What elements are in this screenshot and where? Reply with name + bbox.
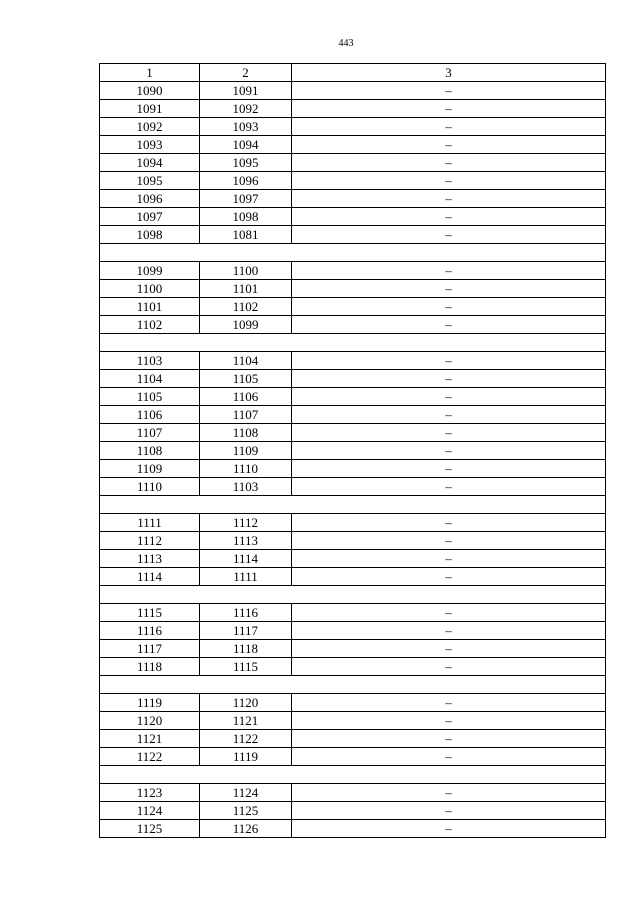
table-cell-col1: 1096 [100,190,200,208]
table-row [100,730,606,748]
table-cell-col3: – [292,388,606,406]
table-row [100,190,606,208]
table-cell-col3: – [292,172,606,190]
table-cell-col3: – [292,514,606,532]
table-cell-col3: – [292,460,606,478]
table-cell-col2: 1104 [200,352,292,370]
table-cell-col2: 1103 [200,478,292,496]
table-cell-col3: – [292,280,606,298]
group-separator-row [100,766,606,784]
table-cell-col2: 1113 [200,532,292,550]
table-cell-col1: 1102 [100,316,200,334]
table-cell-col3: – [292,640,606,658]
table-cell-col1: 1094 [100,154,200,172]
table-cell-col2: 1107 [200,406,292,424]
table-cell-col2: 1097 [200,190,292,208]
table-cell-col3: – [292,730,606,748]
table-cell-col1: 1124 [100,802,200,820]
table-cell-col3: – [292,802,606,820]
table-cell-col1: 1091 [100,100,200,118]
group-separator-row [100,244,606,262]
table-row [100,226,606,244]
table-cell-col3: – [292,136,606,154]
table-cell-col1: 1112 [100,532,200,550]
table-cell-col2: 1126 [200,820,292,838]
group-separator-row [100,586,606,604]
table-cell-col1: 1109 [100,460,200,478]
table-row [100,100,606,118]
table-row [100,568,606,586]
table-row [100,532,606,550]
table-cell-col2: 1121 [200,712,292,730]
table-cell-col3: – [292,622,606,640]
table-body [100,64,606,838]
table-row [100,154,606,172]
table-cell-col1: 1105 [100,388,200,406]
group-separator-row [100,334,606,352]
table-cell-col3: – [292,784,606,802]
table-row [100,640,606,658]
table-cell-col1: 1121 [100,730,200,748]
table-cell-col2: 1125 [200,802,292,820]
table-cell-col1: 1104 [100,370,200,388]
table-row [100,316,606,334]
table-cell-col1: 1115 [100,604,200,622]
table-cell-col2: 1118 [200,640,292,658]
table-cell-col2: 1122 [200,730,292,748]
table-cell-col2: 1093 [200,118,292,136]
table-cell-col1: 1100 [100,280,200,298]
table-cell-col3: – [292,748,606,766]
table-cell-col3: – [292,694,606,712]
table-row [100,370,606,388]
table-cell-col3: – [292,82,606,100]
separator-cell [100,496,606,514]
table-cell-col3: – [292,406,606,424]
table-cell-col1: 1125 [100,820,200,838]
table-row [100,802,606,820]
table-cell-col1: 1101 [100,298,200,316]
data-table [99,63,606,838]
table-row [100,658,606,676]
table-row [100,820,606,838]
table-row [100,298,606,316]
column-header-1: 1 [100,64,200,82]
table-cell-col2: 1092 [200,100,292,118]
table-cell-col1: 1118 [100,658,200,676]
table-cell-col3: – [292,118,606,136]
table-cell-col3: – [292,262,606,280]
table-row [100,280,606,298]
table-cell-col1: 1123 [100,784,200,802]
table-cell-col2: 1095 [200,154,292,172]
table-cell-col3: – [292,550,606,568]
table-cell-col2: 1109 [200,442,292,460]
table-row [100,550,606,568]
table-cell-col3: – [292,478,606,496]
table-cell-col1: 1113 [100,550,200,568]
table-cell-col1: 1095 [100,172,200,190]
table-header-row [100,64,606,82]
table-row [100,262,606,280]
separator-cell [100,244,606,262]
table-row [100,118,606,136]
separator-cell [100,586,606,604]
table-cell-col3: – [292,190,606,208]
table-row [100,460,606,478]
table-cell-col3: – [292,226,606,244]
table-cell-col2: 1114 [200,550,292,568]
table-row [100,424,606,442]
table-cell-col3: – [292,658,606,676]
table-row [100,388,606,406]
table-cell-col1: 1107 [100,424,200,442]
table-cell-col1: 1098 [100,226,200,244]
table-row [100,406,606,424]
table-row [100,352,606,370]
table-cell-col3: – [292,712,606,730]
table-cell-col3: – [292,604,606,622]
table-row [100,604,606,622]
column-header-2: 2 [200,64,292,82]
table-cell-col2: 1091 [200,82,292,100]
table-cell-col1: 1122 [100,748,200,766]
table-cell-col2: 1081 [200,226,292,244]
table-cell-col3: – [292,208,606,226]
table-cell-col1: 1119 [100,694,200,712]
table-cell-col3: – [292,820,606,838]
table-cell-col1: 1093 [100,136,200,154]
table-cell-col2: 1106 [200,388,292,406]
table-cell-col2: 1116 [200,604,292,622]
table-cell-col3: – [292,532,606,550]
table-cell-col3: – [292,424,606,442]
separator-cell [100,676,606,694]
table-row [100,712,606,730]
table-cell-col2: 1101 [200,280,292,298]
table-cell-col1: 1090 [100,82,200,100]
separator-cell [100,334,606,352]
table-cell-col2: 1124 [200,784,292,802]
table-cell-col3: – [292,568,606,586]
table-cell-col3: – [292,298,606,316]
table-row [100,748,606,766]
table-cell-col1: 1103 [100,352,200,370]
table-cell-col2: 1100 [200,262,292,280]
table-cell-col2: 1096 [200,172,292,190]
table-cell-col2: 1108 [200,424,292,442]
table-cell-col1: 1092 [100,118,200,136]
table-row [100,172,606,190]
table-cell-col1: 1116 [100,622,200,640]
table-cell-col2: 1119 [200,748,292,766]
table-cell-col2: 1094 [200,136,292,154]
table-cell-col1: 1106 [100,406,200,424]
table-row [100,622,606,640]
table-cell-col3: – [292,154,606,172]
table-cell-col3: – [292,316,606,334]
group-separator-row [100,676,606,694]
table-cell-col1: 1117 [100,640,200,658]
table-cell-col3: – [292,100,606,118]
table-cell-col2: 1098 [200,208,292,226]
table-row [100,136,606,154]
table-row [100,514,606,532]
table-row [100,442,606,460]
table-cell-col2: 1105 [200,370,292,388]
table-cell-col2: 1112 [200,514,292,532]
table-cell-col1: 1120 [100,712,200,730]
table-cell-col2: 1111 [200,568,292,586]
table-cell-col1: 1114 [100,568,200,586]
table-cell-col2: 1115 [200,658,292,676]
table-cell-col2: 1120 [200,694,292,712]
table-cell-col2: 1102 [200,298,292,316]
group-separator-row [100,496,606,514]
page-number: 443 [338,38,354,49]
table-cell-col3: – [292,442,606,460]
table-cell-col1: 1110 [100,478,200,496]
table-row [100,784,606,802]
table-cell-col1: 1108 [100,442,200,460]
table-row [100,82,606,100]
column-header-3: 3 [292,64,606,82]
table-row [100,694,606,712]
table-cell-col2: 1099 [200,316,292,334]
table-row [100,208,606,226]
table-cell-col2: 1110 [200,460,292,478]
table-cell-col1: 1097 [100,208,200,226]
table-cell-col1: 1099 [100,262,200,280]
table-cell-col1: 1111 [100,514,200,532]
table-cell-col3: – [292,370,606,388]
table-cell-col2: 1117 [200,622,292,640]
table-row [100,478,606,496]
table-cell-col3: – [292,352,606,370]
separator-cell [100,766,606,784]
